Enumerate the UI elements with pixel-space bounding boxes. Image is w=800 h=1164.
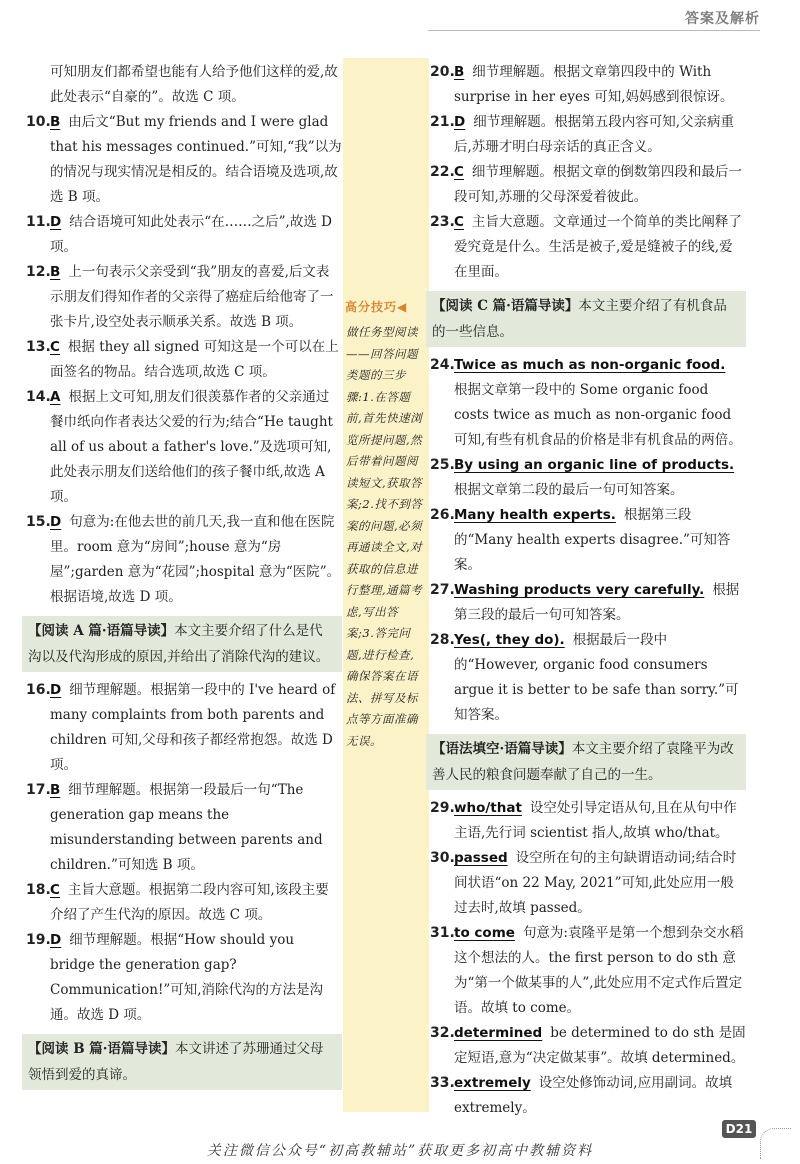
explanation-text: 细节理解题。根据第五段内容可知,父亲病重后,苏珊才明白母亲话的真正含义。 (454, 114, 735, 155)
explanation-text: 设空处引导定语从句,且在从句中作主语,先行词 scientist 指人,故填 who/that。 (454, 800, 737, 841)
question-number: 32. (430, 1025, 455, 1041)
guide-tag: 【阅读 B 篇·语篇导读】 (28, 1041, 176, 1057)
answer-key: B (50, 782, 61, 798)
guide-text: 本文主要介绍了袁隆平为改善人民的粮食问题奉献了自己的一生。 (432, 741, 734, 783)
answer-item (430, 1071, 746, 1121)
answer-key: Twice as much as non-organic food. (454, 357, 726, 373)
answer-item (430, 353, 746, 453)
answer-key: B (454, 64, 465, 80)
question-number: 21. (430, 114, 455, 130)
explanation-text: 细节理解题。根据第一段中的 I've heard of many complaints from both parents and children 可知,父母和孩子都经常抱怨。故选 D 项。 (50, 682, 336, 773)
answer-key: C (454, 214, 464, 230)
explanation-text: 主旨大意题。文章通过一个简单的类比阐释了爱究竟是什么。生活是被子,爱是缝被子的线,爱在里面。 (454, 214, 742, 280)
explanation-text: 由后文“But my friends and I were glad that his messages continued.”可知,“我”以为的情况与现实情况是相反的。结合语境及选项,故选 B 项。 (50, 114, 342, 205)
explanation-text: 根据第三段的最后一句可知答案。 (454, 582, 740, 623)
answer-item (430, 503, 746, 578)
right-column (430, 60, 746, 1121)
question-number: 31. (430, 925, 455, 941)
answer-item (26, 210, 342, 260)
question-number: 24. (430, 357, 455, 373)
page-number: D21 (722, 1120, 756, 1138)
tip-title: 高分技巧◀ (345, 300, 408, 314)
passage-guide (22, 1034, 342, 1090)
answer-key: Washing products very carefully. (454, 582, 705, 598)
answer-item (430, 453, 746, 503)
explanation-text: 细节理解题。根据文章第四段中的 With surprise in her eyes 可知,妈妈感到很惊讶。 (454, 64, 734, 105)
question-number: 26. (430, 507, 455, 523)
explanation-text: be determined to do sth 是固定短语,意为“决定做某事”。故填 determined。 (454, 1025, 746, 1066)
guide-text: 本文讲述了苏珊通过父母领悟到爱的真谛。 (28, 1041, 324, 1083)
question-number: 13. (26, 339, 51, 355)
answer-key: extremely (454, 1075, 531, 1091)
answer-continuation: 可知朋友们都希望也能有人给予他们这样的爱,故此处表示“自豪的”。故选 C 项。 (50, 64, 338, 105)
explanation-text: 句意为:袁隆平是第一个想到杂交水稻这个想法的人。the first person to do sth 意为“第一个做某事的人”,此处应用不定式作后置定语。故填 to come。 (454, 925, 744, 1016)
question-number: 14. (26, 389, 51, 405)
question-number: 16. (26, 682, 51, 698)
answer-item (26, 335, 342, 385)
answer-item (430, 110, 746, 160)
section-title: 答案及解析 (685, 11, 760, 27)
guide-tag: 【阅读 A 篇·语篇导读】 (28, 623, 175, 639)
answer-item (26, 260, 342, 335)
answer-item (430, 578, 746, 628)
answer-key: D (50, 514, 62, 530)
question-number: 28. (430, 632, 455, 648)
question-number: 19. (26, 932, 51, 948)
explanation-text: 结合语境可知此处表示“在……之后”,故选 D 项。 (50, 214, 332, 255)
answer-key: Many health experts. (454, 507, 616, 523)
answer-key: D (454, 114, 466, 130)
explanation-text: 主旨大意题。根据第二段内容可知,该段主要介绍了产生代沟的原因。故选 C 项。 (50, 882, 329, 923)
explanation-text: 根据最后一段中的“However, organic food consumers argue it is better to be safe than sorry.”可知答案。 (454, 632, 739, 723)
explanation-text: 根据 they all signed 可知这是一个可以在上面签名的物品。结合选项,故选 C 项。 (50, 339, 339, 380)
answer-key: B (50, 264, 61, 280)
answer-key: B (50, 114, 61, 130)
answer-key: who/that (454, 800, 522, 816)
question-number: 12. (26, 264, 51, 280)
answer-item (26, 385, 342, 510)
answer-item (26, 678, 342, 778)
explanation-text: 根据上文可知,朋友们很羡慕作者的父亲通过餐巾纸向作者表达父爱的行为;结合“He taught all of us about a father's love.”及选项可知,此处表示朋友们送给他们的孩子餐巾纸,故选 A 项。 (50, 389, 333, 505)
question-number: 33. (430, 1075, 455, 1091)
guide-tag: 【阅读 C 篇·语篇导读】 (432, 298, 579, 314)
answer-key: determined (454, 1025, 543, 1041)
tip-body: 做任务型阅读——回答问题类题的三步骤:1.在答题前,首先快速浏览所提问题,然后带着问题阅读短文,获取答案;2.找不到答案的问题,必须再通读全文,对获取的信息进行整理,通篇考虑,写出答案;3.答完问题,进行检查,确保答案在语法、拼写及标点等方面准确无误。 (346, 325, 423, 748)
answer-key: By using an organic line of products. (454, 457, 735, 473)
explanation-text: 细节理解题。根据“How should you bridge the generation gap? Communication!”可知,消除代沟的方法是沟通。故选 D 项。 (50, 932, 324, 1023)
answer-key: D (50, 214, 62, 230)
question-number: 11. (26, 214, 51, 230)
question-number: 30. (430, 850, 455, 866)
explanation-text: 细节理解题。根据第一段最后一句“The generation gap means the misunderstanding between parents and children.”可知选 B 项。 (50, 782, 323, 873)
passage-guide (426, 734, 746, 790)
guide-tag: 【语法填空·语篇导读】 (432, 741, 572, 757)
answer-item (26, 110, 342, 210)
answer-item (430, 628, 746, 728)
answer-item (430, 160, 746, 210)
explanation-text: 细节理解题。根据文章的倒数第四段和最后一段可知,苏珊的父母深爱着彼此。 (454, 164, 742, 205)
answer-item (430, 1021, 746, 1071)
question-number: 22. (430, 164, 455, 180)
left-column (26, 60, 342, 1096)
explanation-text: 设空所在句的主句缺谓语动词;结合时间状语“on 22 May, 2021”可知,此处应用一般过去时,故填 passed。 (454, 850, 737, 916)
question-number: 10. (26, 114, 51, 130)
answer-item (26, 778, 342, 878)
answer-item (430, 846, 746, 921)
answer-item (26, 878, 342, 928)
question-number: 20. (430, 64, 455, 80)
passage-guide (426, 291, 746, 347)
explanation-text: 句意为:在他去世的前几天,我一直和他在医院里。room 意为“房间”;house 意为“房屋”;garden 意为“花园”;hospital 意为“医院”。根据语境,故选 D 项。 (50, 514, 341, 605)
explanation-text: 设空处修饰动词,应用副词。故填 extremely。 (454, 1075, 733, 1116)
answer-item (26, 510, 342, 610)
question-number: 25. (430, 457, 455, 473)
answer-item (430, 210, 746, 285)
answer-key: C (50, 882, 60, 898)
answer-key: D (50, 932, 62, 948)
question-number: 27. (430, 582, 455, 598)
header-rule (428, 30, 760, 31)
question-number: 15. (26, 514, 51, 530)
passage-guide (22, 616, 342, 672)
answer-item (430, 921, 746, 1021)
answer-key: D (50, 682, 62, 698)
answer-key: Yes(, they do). (454, 632, 565, 648)
guide-text: 本文主要介绍了什么是代沟以及代沟形成的原因,并给出了消除代沟的建议。 (28, 623, 330, 665)
answer-key: A (50, 389, 61, 405)
question-number: 18. (26, 882, 51, 898)
answer-key: passed (454, 850, 508, 866)
answer-item (26, 928, 342, 1028)
explanation-text: 根据文章第二段的最后一句可知答案。 (454, 482, 684, 498)
answer-item (430, 60, 746, 110)
footer-note: 关注微信公众号“初高教辅站”获取更多初高中教辅资料 (206, 1143, 594, 1159)
question-number: 23. (430, 214, 455, 230)
answer-key: C (50, 339, 60, 355)
explanation-text: 上一句表示父亲受到“我”朋友的喜爱,后文表示朋友们得知作者的父亲得了癌症后给他寄了一张卡片,设空处表示顺承关系。故选 B 项。 (50, 264, 334, 330)
question-number: 17. (26, 782, 51, 798)
guide-text: 本文主要介绍了有机食品的一些信息。 (432, 298, 727, 340)
answer-key: C (454, 164, 464, 180)
question-number: 29. (430, 800, 455, 816)
answer-key: to come (454, 925, 515, 941)
answer-item (430, 796, 746, 846)
explanation-text: 根据第三段的“Many health experts disagree.”可知答案。 (454, 507, 731, 573)
explanation-text: 根据文章第一段中的 Some organic food costs twice as much as non-organic food 可知,有些有机食品的价格是非有机食品的两倍。 (454, 382, 742, 448)
